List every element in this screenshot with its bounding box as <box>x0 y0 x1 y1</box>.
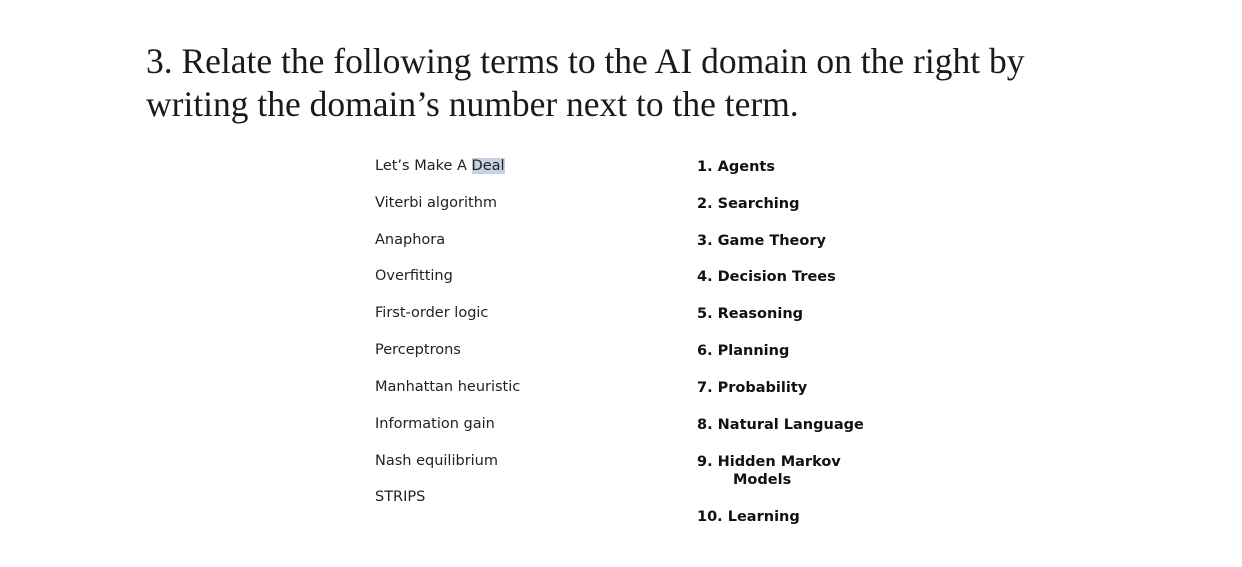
selected-text[interactable]: Deal <box>471 158 505 174</box>
domain-text-continued: Models <box>733 472 792 488</box>
domain-item: 2. Searching <box>697 196 800 212</box>
domain-item: 3. Game Theory <box>697 233 826 249</box>
domain-item: 10. Learning <box>697 509 800 525</box>
term-item <box>375 158 505 174</box>
domain-item <box>697 453 841 489</box>
term-item: Viterbi algorithm <box>375 195 498 211</box>
domain-item: 6. Planning <box>697 343 790 359</box>
term-item: STRIPS <box>375 489 426 505</box>
domain-item: 4. Decision Trees <box>697 269 836 285</box>
term-text: Let’s Make A <box>375 158 472 174</box>
term-item: Manhattan heuristic <box>375 379 521 395</box>
term-item: Information gain <box>375 416 495 432</box>
domain-item: 7. Probability <box>697 380 808 396</box>
term-item: Perceptrons <box>375 342 461 358</box>
question-text <box>146 40 1106 126</box>
domain-item: 8. Natural Language <box>697 417 864 433</box>
domain-item: 1. Agents <box>697 159 775 175</box>
domain-item: 5. Reasoning <box>697 306 804 322</box>
term-item: Anaphora <box>375 232 446 248</box>
domain-text: 9. Hidden Markov <box>697 454 841 470</box>
question-line-1: 3. Relate the following terms to the AI domain on the right by <box>146 41 1025 81</box>
term-item: Nash equilibrium <box>375 453 498 469</box>
question-line-2: writing the domain’s number next to the term. <box>146 84 799 124</box>
term-item: First-order logic <box>375 305 489 321</box>
term-item: Overfitting <box>375 268 453 284</box>
